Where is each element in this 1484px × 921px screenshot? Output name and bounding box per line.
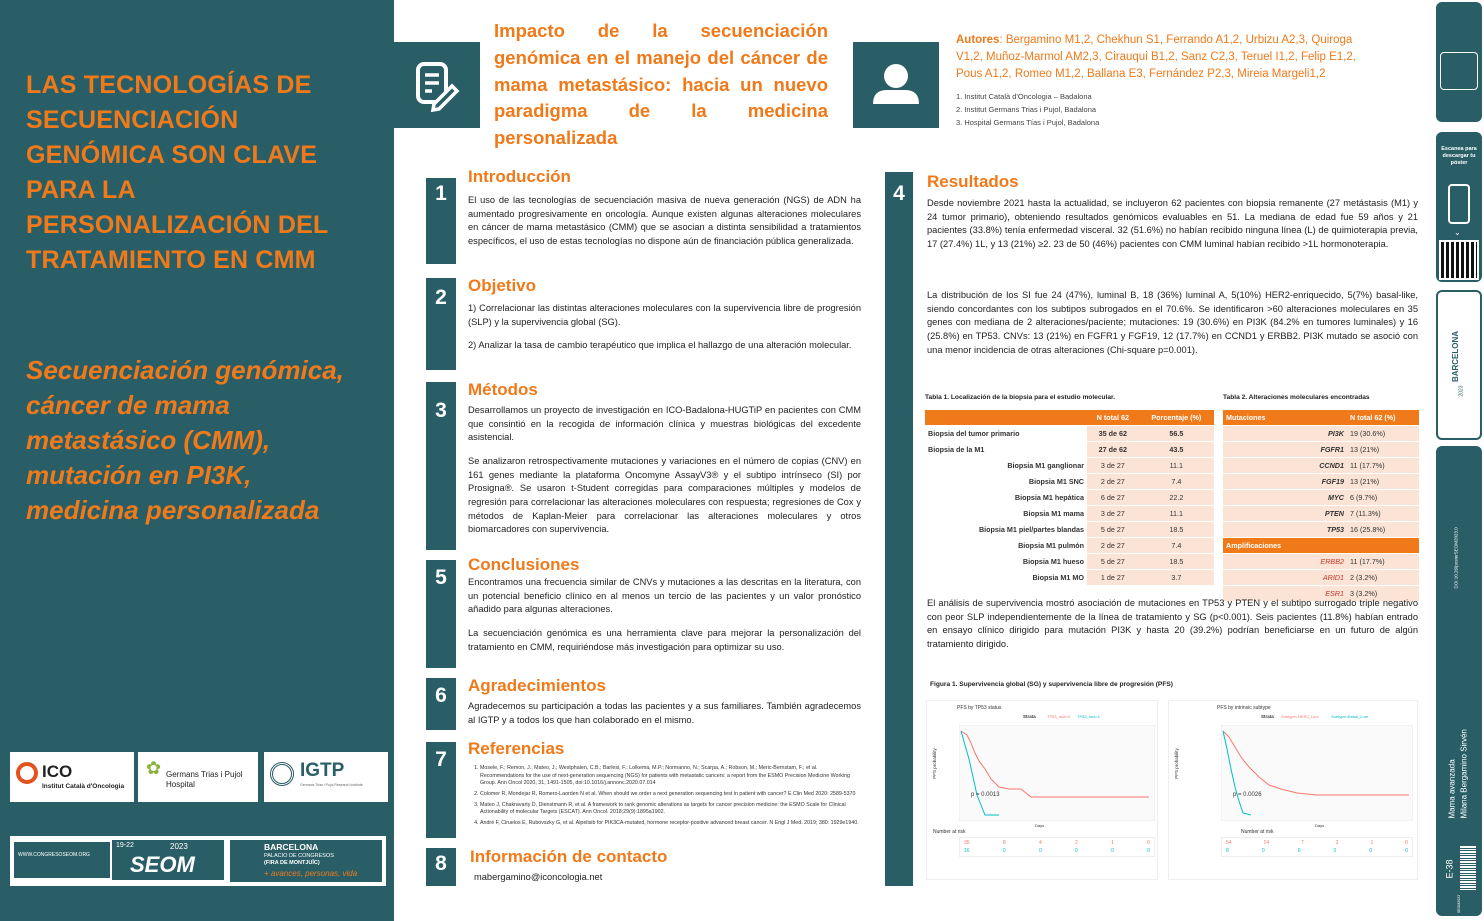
poster-info-strip: DOI 10.26/posterSEOM2023.0 Mama avanzada Milana Bergamino Sirvén E-38 SEOM2023 [1436, 446, 1482, 916]
authors: Autores: Bergamino M1,2, Chekhun S1, Ferrando A1,2, Urbizu A2,3, Quiroga V1,2, Muñoz-Marmol AM2,3, Cirauqui B1,2, Sanz C2,3, Teruel I1,2, Felip E1,2, Pous A1,2, Romeo M1,2, Ballana E3, Fernández P2,3, Mireia Margeli1,2 [956, 34, 1356, 81]
reference-item: 3. Mateo J, Chakravarty D, Dienstmann R, et al. A framework to rank genomic alterations as targets for cancer precision medicine: the ESMO Scale for Clinical Actionability of molecular Targets (ESCAT). Ann Oncol. 2018;29(9):1895a1902. [480, 802, 862, 817]
table-2-subheader: Amplificaciones [1223, 538, 1419, 554]
chevron-down-icon: ⌄ [1454, 228, 1461, 237]
gene-count: 13 (21%) [1347, 474, 1419, 490]
references-list [470, 765, 862, 831]
section-4-bar [885, 172, 913, 886]
table-1 [925, 410, 1214, 586]
gene-count: 11 (17.7%) [1347, 554, 1419, 570]
risk-count: 0 [1333, 848, 1337, 854]
risk-count: 8 [1226, 848, 1229, 854]
resultados-text-2: La distribución de los SI fue 24 (47%), luminal B, 18 (36%) luminal A, 5(10%) HER2-enriquecido, 5(7%) basal-like, siendo concordantes con los subtipos subrogados en el 70.6%. Se identificaron >60 alteraciones moleculares en 35 genes con mediana de 2 alteraciones/paciente; mutaciones: 19 (30.6%) en PI3K (84.2% en tumores luminales) y 16 (25.8%) en TP53. CNVs: 13 (21%) en FGFR1 y FGF19, 12 (17.7%) en CCND1 y ERBB2. PI3K mutado se asoció con una menor incidencia de otras alteraciones (Chi-square p=0.001). [927, 290, 1418, 355]
table-1-cell: 3 de 27 [1087, 458, 1139, 474]
resultados-text-3: El análisis de supervivencia mostró asociación de mutaciones en TP53 y PTEN y el subtipo surrogado triple negativo con peor SLP independientemente de la línea de tratamiento y SG (p<0.001). Seis pacientes (11.8%) habían entrado en ensayo clínico dirigido para mutación PI3K y hasta 20 (39.2%) podrían beneficiarse en un futuro de algún tratamiento dirigido. [927, 598, 1418, 649]
risk-count: 0 [1405, 840, 1408, 846]
gene-count: 16 (25.8%) [1347, 522, 1419, 538]
table-1-cell: 11.1 [1139, 458, 1214, 474]
risk-count: 8 [1002, 840, 1006, 846]
section-title-objetivo: Objetivo [468, 276, 537, 295]
table-1-caption: Tabla 1. Localización de la biopsia para el estudio molecular. [925, 394, 1116, 401]
gene-count: 6 (9.7%) [1347, 490, 1419, 506]
risk-count: 0 [1369, 848, 1373, 854]
document-icon-box [394, 42, 480, 128]
risk-count: 2 [1075, 840, 1078, 846]
table-2-row [1223, 474, 1419, 490]
risk-count: 4 [1038, 840, 1042, 846]
table-1-row [925, 442, 1214, 458]
table-1-row [925, 458, 1214, 474]
table-1-cell: Biopsia de la M1 [925, 442, 1087, 458]
contact-email[interactable]: mabergamino@iconcologia.net [474, 872, 603, 882]
table-2-row [1223, 426, 1419, 442]
igtp-logo-icon [270, 762, 294, 786]
table-1-cell: Biopsia M1 piel/partes blandas [925, 522, 1087, 538]
leaf-icon: ✿ [146, 758, 162, 778]
table-1-cell: 2 de 27 [1087, 538, 1139, 554]
risk-count: 0 [1038, 848, 1042, 854]
section-title-conclusiones: Conclusiones [468, 555, 580, 574]
qr-code[interactable] [1439, 240, 1479, 280]
table-1-cell: Biopsia M1 SNC [925, 474, 1087, 490]
resultados-text-1: Desde noviembre 2021 hasta la actualidad, se incluyeron 62 pacientes con biopsia remanente (27 metástasis (M1) y 24 tumor primario), obteniendo resultados genómicos evaluables en 51. La mediana de edad fue 59 años y 21 pacientes (33.8%) tenía enfermedad visceral. 32 (51.6%) no habían recibido ninguna línea (L) de quimioterapia previa, 17 (27.4%) 1L, y 13 (21%) ≥2. 23 de 50 (46%) pacientes con CMM luminal habían recibido >1L hormonoterapia. [927, 198, 1418, 249]
gene-name: TP53 [1223, 522, 1347, 538]
igtp-logo: IGTP Germans Trias i Pujol Research Institute [264, 752, 388, 802]
table-1-row [925, 506, 1214, 522]
ico-logo: ICO Institut Català d'Oncologia [10, 752, 134, 802]
gene-name: ESR1 [1223, 586, 1347, 602]
author-icon-box [853, 42, 939, 128]
section-title-resultados: Resultados [927, 172, 1019, 191]
germans-trias-logo: ✿ Germans Trias i Pujol Hospital [138, 752, 258, 802]
keywords: Secuenciación genómica, cáncer de mama metastásico (CMM), mutación en PI3K, medicina personalizada [26, 355, 344, 526]
table-1-cell: Biopsia M1 hepática [925, 490, 1087, 506]
risk-count: 0 [1297, 848, 1301, 854]
table-1-cell: 3.7 [1139, 570, 1214, 586]
table-1-header: N total 62 [1087, 410, 1139, 426]
km-plot-tp53: PFS by TP53 status Strata TP53_mut=0 TP53_mut=1 PFS probability p = 0.0013 Days Number at risk 35 8 4 2 1 0 16 0 0 0 0 0 [926, 700, 1158, 880]
barcode [1460, 846, 1476, 890]
table-1-row [925, 538, 1214, 554]
table-2-row [1223, 490, 1419, 506]
table-2-row [1223, 458, 1419, 474]
p-value: p = 0.0013 [971, 792, 1000, 798]
table-1-cell: 7.4 [1139, 538, 1214, 554]
agradecimientos-text: Agradecemos su participación a todas las pacientes y a sus familiares. También agradecemos al IGTP y a todos los que han colaborado en el mismo. [468, 701, 861, 725]
section-title-contacto: Información de contacto [470, 847, 668, 866]
main-headline: LAS TECNOLOGÍAS DE SECUENCIACIÓN GENÓMICA SON CLAVE PARA LA PERSONALIZACIÓN DEL TRATAMIENTO EN CMM [26, 71, 328, 274]
gene-name: PI3K [1223, 426, 1347, 442]
section-title-referencias: Referencias [468, 739, 565, 758]
table-1-cell: Biopsia M1 mama [925, 506, 1087, 522]
section-title-introduccion: Introducción [468, 167, 571, 186]
gene-name: PTEN [1223, 506, 1347, 522]
table-1-cell: 18.5 [1139, 522, 1214, 538]
table-1-row [925, 474, 1214, 490]
km-plot-subtype: PFS by intrinsic subtype Strata Subtype=HER2_Lum Subtype=Basal_Lum PFS probability p = 0.0026 Days Number at risk 54 14 7 2 1 0 8 0 0 0 0 0 [1168, 700, 1418, 880]
km-curve-tp53 [959, 725, 1155, 821]
table-1-cell: 3 de 27 [1087, 506, 1139, 522]
section-title-metodos: Métodos [468, 380, 538, 399]
table-1-cell: 22.2 [1139, 490, 1214, 506]
table-2-row [1223, 506, 1419, 522]
table-1-cell: Biopsia M1 MO [925, 570, 1087, 586]
gene-count: 3 (3.2%) [1347, 586, 1419, 602]
table-1-row [925, 554, 1214, 570]
risk-count: 0 [1147, 848, 1150, 854]
table-1-row [925, 522, 1214, 538]
gene-name: ARID1 [1223, 570, 1347, 586]
risk-count: 0 [1075, 848, 1078, 854]
table-1-cell: 5 de 27 [1087, 522, 1139, 538]
risk-table-subtype [1221, 837, 1413, 857]
risk-count: 0 [1405, 848, 1408, 854]
risk-count: 16 [964, 848, 970, 854]
table-1-cell: 18.5 [1139, 554, 1214, 570]
risk-table-tp53 [959, 837, 1155, 857]
metodos-text: Desarrollamos un proyecto de investigación en ICO-Badalona-HUGTiP en pacientes con CMM que consintió en la recogida de información clínica y muestras biológicas del excedente asistencial. Se analizaron retrospectivamente mutaciones y variaciones en el número de copias (CNV) en 161 genes mediante la plataforma Oncomyne AssayV3® y el subtipo intrínseco (SI) por Prosigna®. Se usaron t-Student corregidas para comparaciones múltiples y modelos de regresión para correlacionar las alteraciones moleculares con respuesta; regresiones de Cox y métodos de Kaplan-Meier para correlacionar las alteraciones moleculares y otros biomarcadores con supervivencia. [468, 405, 861, 535]
gene-count: 13 (21%) [1347, 442, 1419, 458]
table-2-header: Mutaciones [1223, 410, 1347, 426]
risk-count: 0 [1111, 848, 1114, 854]
table-1-header: Porcentaje (%) [1139, 410, 1214, 426]
risk-count: 1 [1370, 840, 1374, 846]
ico-logo-icon [16, 762, 38, 784]
table-2-row [1223, 570, 1419, 586]
risk-count: 35 [964, 840, 970, 846]
reference-item: 1. Mosele, F.; Remon, J.; Mateo, J.; Westphalen, C.B.; Barlesi, F.; Lolkema, M.P.; Normanno, N.; Scarpa, A.; Robson, M.; Meric-Bernstam, F.; et al. Recommendations for the use of next-generation sequencing (NGS) for patients with metastatic cancers: a report from the ESMO Precision Medicine Working Group. Ann Oncol 2020, 31, 1491-1505, doi:10.1016/j.annonc.2020.07.014 [480, 765, 862, 788]
affiliations: 1. Institut Català d'Oncologia – Badalona 2. Institut Germans Trias i Pujol, Badalona 3. Hospital Germans Tías i Pujol, Badalona [956, 92, 1100, 128]
table-1-cell: 27 de 62 [1087, 442, 1139, 458]
gene-name: MYC [1223, 490, 1347, 506]
risk-count: 0 [1147, 840, 1150, 846]
gene-name: FGF19 [1223, 474, 1347, 490]
risk-count: 7 [1301, 840, 1304, 846]
p-value: p = 0.0026 [1233, 792, 1262, 798]
gene-name: ERBB2 [1223, 554, 1347, 570]
table-1-cell: 56.5 [1139, 426, 1214, 442]
section-title-agradecimientos: Agradecimientos [468, 676, 606, 695]
risk-count: 1 [1111, 840, 1114, 846]
reference-item: 2. Colomer R, Mondejar R, Romero-Laorden N et al. When should we order a next generation sequencing test in patient with cancer? E Clin Med 2020: 2589-5370 [480, 791, 862, 799]
table-2-row [1223, 554, 1419, 570]
risk-count: 14 [1263, 840, 1270, 846]
gene-count: 19 (30.6%) [1347, 426, 1419, 442]
objetivo-text: 1) Correlacionar las distintas alteraciones moleculares con la supervivencia libre de progresión (SLP) y la supervivencia global (SG). 2) Analizar la tasa de cambio terapéutico que implica el hallazgo de una alteración molecular. [468, 303, 861, 351]
table-2 [1223, 410, 1419, 602]
document-edit-icon [394, 42, 480, 128]
risk-count: 2 [1335, 840, 1339, 846]
gene-name: FGFR1 [1223, 442, 1347, 458]
table-1-cell: Biopsia M1 ganglionar [925, 458, 1087, 474]
table-1-cell: 1 de 27 [1087, 570, 1139, 586]
conclusiones-text: Encontramos una frecuencia similar de CNVs y mutaciones a las descritas en la literatura, con un potencial beneficio clínico en al menos un tercio de las pacientes y un valor pronóstico añadido para algunas alteraciones. La secuenciación genómica es una herramienta clave para mejorar la personalización del tratamiento en CMM, requiriéndose más investigación para optimizar su uso. [468, 577, 861, 652]
table-1-cell: 11.1 [1139, 506, 1214, 522]
phone-icon [1448, 184, 1470, 224]
table-1-cell: 6 de 27 [1087, 490, 1139, 506]
table-1-cell: 35 de 62 [1087, 426, 1139, 442]
reference-item: 4. André F, Ciruelos E, Rubovszky G, et al. Alpelisib for PIK3CA-mutated, hormone receptor-positive advanced breast cancer. N Engl J Med. 2019; 380: 1929e1940. [480, 820, 862, 828]
seom-barcelona-logo: BARCELONA 2023 [1436, 290, 1482, 440]
table-1-cell: 7.4 [1139, 474, 1214, 490]
table-2-caption: Tabla 2. Alteraciones moleculares encontradas [1223, 394, 1370, 401]
risk-count: 0 [1002, 848, 1006, 854]
risk-count: 0 [1261, 848, 1265, 854]
table-1-cell: 5 de 27 [1087, 554, 1139, 570]
table-1-cell: Biopsia M1 pulmón [925, 538, 1087, 554]
table-1-row [925, 490, 1214, 506]
gene-count: 2 (3.2%) [1347, 570, 1419, 586]
table-2-row [1223, 442, 1419, 458]
poster-sesions-logo [1436, 2, 1482, 122]
user-icon [853, 42, 939, 128]
intro-text: El uso de las tecnologías de secuenciación masiva de nueva generación (NGS) de ADN ha aumentado progresivamente en oncología. Aunque existen algunas alteraciones moleculares en cáncer de mama metastásico (CMM) que se asocian a distinta sensibilidad a tratamientos específicos, el uso de estas tecnologías no dispone aún de financiación pública generalizada. [468, 195, 861, 246]
table-1-cell: Biopsia M1 hueso [925, 554, 1087, 570]
table-1-row [925, 570, 1214, 586]
table-2-row [1223, 522, 1419, 538]
figure-caption: Figura 1. Supervivencia global (SG) y supervivencia libre de progresión (PFS) [930, 681, 1173, 688]
gene-name: CCND1 [1223, 458, 1347, 474]
risk-count: 54 [1226, 840, 1232, 846]
table-1-cell: 2 de 27 [1087, 474, 1139, 490]
poster-title: Impacto de la secuenciación genómica en el manejo del cáncer de mama metastásico: hacia un nuevo paradigma de la medicina personalizada [494, 20, 828, 149]
table-2-header: N total 62 (%) [1347, 410, 1419, 426]
qr-download-panel[interactable]: Escanea para descargar tu póster ⌄ [1436, 132, 1482, 282]
table-1-cell: Biopsia del tumor primario [925, 426, 1087, 442]
congress-banner: WWW.CONGRESOSEOM.ORG 19-22 2023 SEOM BARCELONA PALACIO DE CONGRESOS (FIRA DE MONTJUÏC) + avances, personas, vida [10, 836, 386, 886]
gene-count: 7 (11.3%) [1347, 506, 1419, 522]
km-curve-subtype [1221, 725, 1413, 821]
gene-count: 11 (17.7%) [1347, 458, 1419, 474]
table-1-row [925, 426, 1214, 442]
table-1-cell: 43.5 [1139, 442, 1214, 458]
